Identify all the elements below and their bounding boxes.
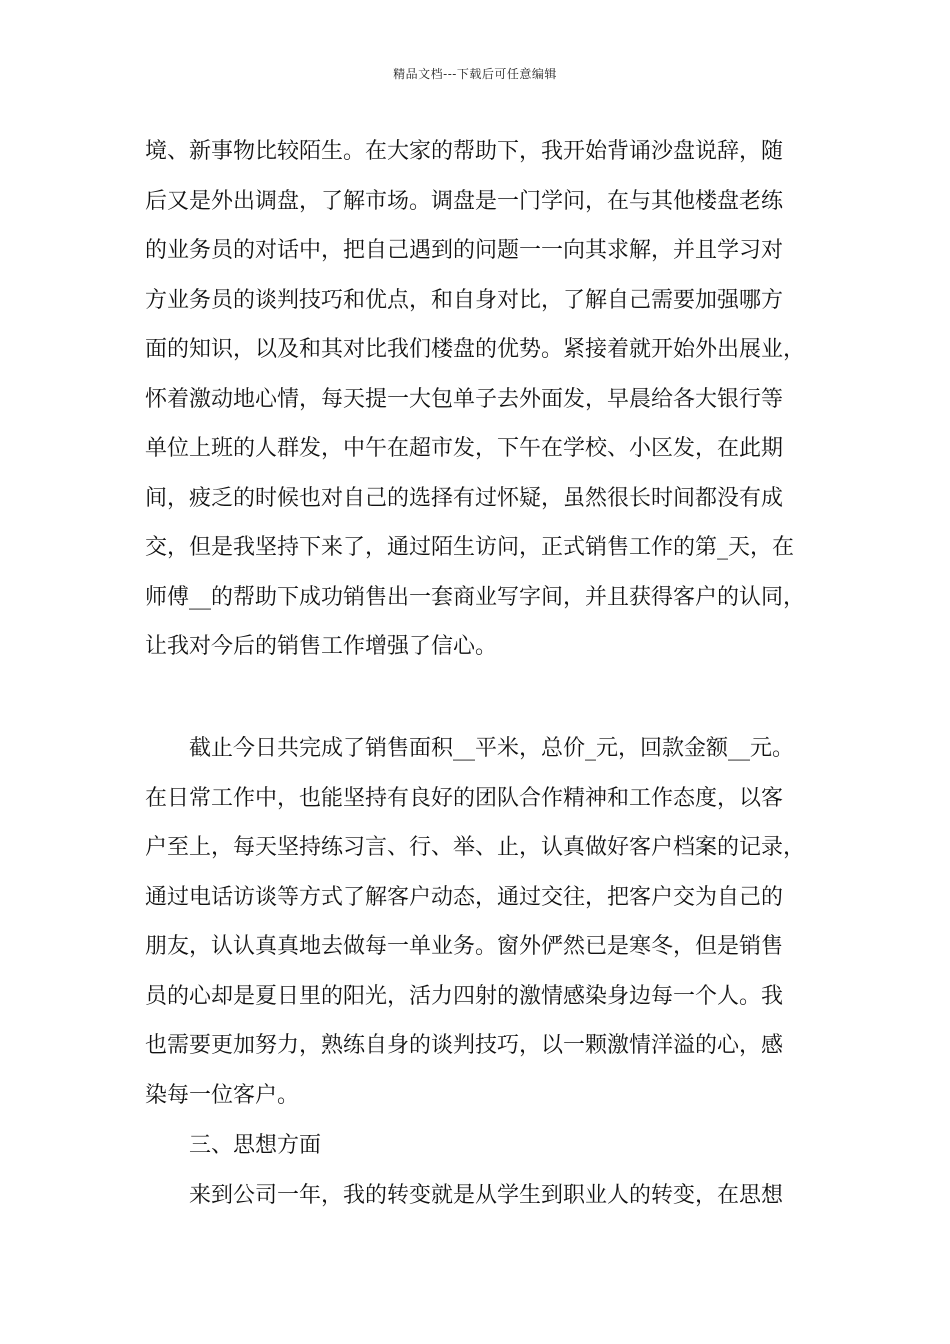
text-line: 面的知识，以及和其对比我们楼盘的优势。紧接着就开始外出展业， xyxy=(145,337,806,362)
text-line: 截止今日共完成了销售面积__平米，总价_元，回款金额__元。 xyxy=(189,736,795,761)
text-line: 方业务员的谈判技巧和优点，和自身对比，了解自己需要加强哪方 xyxy=(145,287,784,313)
text-line: 让我对今后的销售工作增强了信心。 xyxy=(145,634,498,659)
text-line: 境、新事物比较陌生。在大家的帮助下，我开始背诵沙盘说辞，随 xyxy=(145,139,784,164)
text-line: 户至上，每天坚持练习言、行、举、止，认真做好客户档案的记录， xyxy=(145,835,806,860)
text-line: 单位上班的人群发，中午在超市发，下午在学校、小区发，在此期 xyxy=(145,436,784,461)
text-line: 通过电话访谈等方式了解客户动态，通过交往，把客户交为自己的 xyxy=(145,884,784,910)
text-line: 也需要更加努力，熟练自身的谈判技巧，以一颗激情洋溢的心，感 xyxy=(145,1033,784,1058)
page-header: 精品文档---下载后可任意编辑 xyxy=(393,67,557,81)
text-line: 间，疲乏的时候也对自己的选择有过怀疑，虽然很长时间都没有成 xyxy=(145,485,784,511)
paragraph-1 xyxy=(145,127,817,672)
text-line: 交，但是我坚持下来了，通过陌生访问，正式销售工作的第_天，在 xyxy=(145,535,795,560)
text-line: 染每一位客户。 xyxy=(145,1082,300,1108)
text-line: 的业务员的对话中，把自己遇到的问题一一向其求解，并且学习对 xyxy=(145,238,784,263)
text-line: 来到公司一年，我的转变就是从学生到职业人的转变，在思想 xyxy=(189,1183,784,1208)
section-heading xyxy=(145,1121,817,1171)
text-line: 师傅__的帮助下成功销售出一套商业写字间，并且获得客户的认同， xyxy=(145,584,806,610)
text-line: 后又是外出调盘，了解市场。调盘是一门学问，在与其他楼盘老练 xyxy=(145,188,784,214)
paragraph-3 xyxy=(145,1171,817,1221)
paragraph-2 xyxy=(145,724,817,1120)
text-line: 在日常工作中，也能坚持有良好的团队合作精神和工作态度，以客 xyxy=(145,785,784,811)
text-line: 员的心却是夏日里的阳光，活力四射的激情感染身边每一个人。我 xyxy=(145,983,784,1009)
text-line: 朋友，认认真真地去做每一单业务。窗外俨然已是寒冬，但是销售 xyxy=(145,934,784,959)
section-heading-text: 三、思想方面 xyxy=(189,1133,322,1158)
text-line: 怀着激动地心情，每天提一大包单子去外面发，早晨给各大银行等 xyxy=(145,386,784,412)
